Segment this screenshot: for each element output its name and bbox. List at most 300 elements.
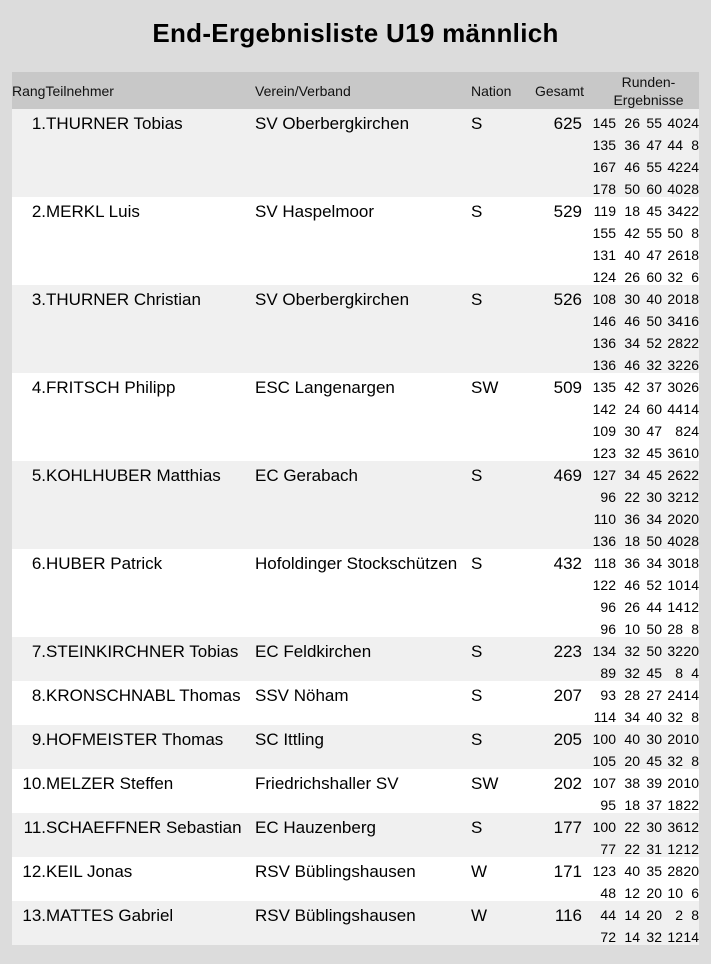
round-score: 26 bbox=[624, 115, 640, 131]
total-cell: 526 bbox=[553, 290, 582, 309]
round-sum: 89 bbox=[600, 665, 616, 681]
round-results bbox=[588, 464, 699, 552]
round-score: 20 bbox=[683, 643, 699, 659]
round-sum: 105 bbox=[592, 753, 616, 769]
round-result-line bbox=[588, 222, 699, 244]
round-score: 22 bbox=[683, 335, 699, 351]
header-runden-line2: Ergebnisse bbox=[613, 92, 684, 108]
round-sum: 167 bbox=[592, 159, 616, 175]
round-score: 36 bbox=[624, 555, 640, 571]
total-cell: 205 bbox=[553, 730, 582, 749]
total-cell: 171 bbox=[553, 862, 582, 881]
round-score: 42 bbox=[667, 159, 683, 175]
round-score: 4 bbox=[691, 665, 699, 681]
round-score: 37 bbox=[646, 379, 662, 395]
round-score: 40 bbox=[624, 247, 640, 263]
round-score: 32 bbox=[624, 643, 640, 659]
round-score: 50 bbox=[646, 313, 662, 329]
name-cell: MELZER Steffen bbox=[46, 774, 174, 793]
round-result-line bbox=[588, 640, 699, 662]
round-score: 2 bbox=[675, 907, 683, 923]
round-score: 14 bbox=[683, 577, 699, 593]
round-sum: 44 bbox=[600, 907, 616, 923]
round-score: 18 bbox=[683, 555, 699, 571]
round-score: 18 bbox=[624, 203, 640, 219]
name-cell: FRITSCH Philipp bbox=[46, 378, 176, 397]
header-runden-ergebnisse bbox=[598, 73, 699, 109]
round-score: 20 bbox=[667, 731, 683, 747]
round-score: 60 bbox=[646, 181, 662, 197]
round-score: 28 bbox=[624, 687, 640, 703]
round-score: 14 bbox=[667, 599, 683, 615]
round-result-line bbox=[588, 332, 699, 354]
round-results bbox=[588, 288, 699, 376]
round-score: 28 bbox=[667, 863, 683, 879]
round-score: 50 bbox=[646, 643, 662, 659]
rank-cell: 1. bbox=[31, 114, 46, 133]
round-sum: 110 bbox=[593, 511, 616, 527]
round-score: 8 bbox=[691, 225, 699, 241]
round-sum: 123 bbox=[592, 445, 616, 461]
round-score: 16 bbox=[683, 313, 699, 329]
header-rang-teilnehmer: RangTeilnehmer bbox=[12, 83, 114, 99]
round-sum: 95 bbox=[600, 797, 616, 813]
round-score: 8 bbox=[691, 907, 699, 923]
rank-cell: 5. bbox=[31, 466, 46, 485]
round-results bbox=[588, 200, 699, 288]
round-score: 12 bbox=[683, 819, 699, 835]
round-score: 52 bbox=[646, 335, 662, 351]
nation-cell: S bbox=[471, 202, 483, 221]
round-score: 45 bbox=[646, 467, 662, 483]
nation-cell: S bbox=[471, 114, 483, 133]
round-result-line bbox=[588, 112, 699, 134]
round-score: 60 bbox=[646, 269, 662, 285]
round-score: 14 bbox=[624, 929, 640, 945]
total-cell: 202 bbox=[553, 774, 582, 793]
round-score: 14 bbox=[683, 401, 699, 417]
round-score: 28 bbox=[667, 335, 683, 351]
round-score: 20 bbox=[667, 291, 683, 307]
round-score: 30 bbox=[624, 291, 640, 307]
round-score: 30 bbox=[646, 819, 662, 835]
round-results bbox=[588, 860, 699, 904]
nation-cell: SW bbox=[471, 774, 499, 793]
round-score: 34 bbox=[624, 709, 640, 725]
round-score: 44 bbox=[667, 137, 683, 153]
round-sum: 109 bbox=[592, 423, 616, 439]
round-score: 45 bbox=[646, 665, 662, 681]
rank-cell: 12. bbox=[22, 862, 46, 881]
round-score: 18 bbox=[667, 797, 683, 813]
round-sum: 127 bbox=[592, 467, 616, 483]
round-results bbox=[588, 552, 699, 640]
round-score: 44 bbox=[646, 599, 662, 615]
round-score: 22 bbox=[683, 797, 699, 813]
round-score: 20 bbox=[683, 863, 699, 879]
round-results bbox=[588, 684, 699, 728]
round-score: 24 bbox=[667, 687, 683, 703]
round-score: 32 bbox=[646, 929, 662, 945]
round-result-line bbox=[588, 508, 699, 530]
round-score: 6 bbox=[691, 885, 699, 901]
round-score: 55 bbox=[646, 225, 662, 241]
round-score: 20 bbox=[646, 885, 662, 901]
round-sum: 77 bbox=[600, 841, 616, 857]
club-cell: SV Oberbergkirchen bbox=[255, 290, 410, 309]
table-row bbox=[12, 901, 699, 945]
round-result-line bbox=[588, 376, 699, 398]
round-score: 47 bbox=[646, 247, 662, 263]
round-score: 32 bbox=[667, 753, 683, 769]
round-score: 14 bbox=[624, 907, 640, 923]
round-result-line bbox=[588, 684, 699, 706]
round-result-line bbox=[588, 244, 699, 266]
round-score: 50 bbox=[624, 181, 640, 197]
name-cell: HUBER Patrick bbox=[46, 554, 163, 573]
round-score: 24 bbox=[683, 115, 699, 131]
round-result-line bbox=[588, 574, 699, 596]
name-cell: KEIL Jonas bbox=[46, 862, 133, 881]
nation-cell: S bbox=[471, 290, 483, 309]
club-cell: ESC Langenargen bbox=[255, 378, 395, 397]
round-score: 26 bbox=[667, 467, 683, 483]
round-result-line bbox=[588, 728, 699, 750]
round-result-line bbox=[588, 420, 699, 442]
round-score: 24 bbox=[683, 423, 699, 439]
nation-cell: SW bbox=[471, 378, 499, 397]
round-score: 30 bbox=[667, 379, 683, 395]
round-result-line bbox=[588, 860, 699, 882]
header-nation: Nation bbox=[471, 83, 512, 99]
round-score: 22 bbox=[624, 819, 640, 835]
round-sum: 100 bbox=[592, 819, 616, 835]
nation-cell: W bbox=[471, 862, 488, 881]
round-result-line bbox=[588, 816, 699, 838]
round-score: 18 bbox=[624, 533, 640, 549]
round-score: 27 bbox=[646, 687, 662, 703]
club-cell: EC Feldkirchen bbox=[255, 642, 372, 661]
round-score: 18 bbox=[683, 291, 699, 307]
rank-cell: 7. bbox=[31, 642, 46, 661]
club-cell: SSV Nöham bbox=[255, 686, 349, 705]
round-score: 8 bbox=[691, 753, 699, 769]
round-score: 12 bbox=[683, 489, 699, 505]
round-result-line bbox=[588, 288, 699, 310]
round-score: 32 bbox=[667, 489, 683, 505]
round-score: 50 bbox=[667, 225, 683, 241]
round-score: 36 bbox=[624, 137, 640, 153]
table-row bbox=[12, 857, 699, 901]
round-results bbox=[588, 904, 699, 948]
round-score: 26 bbox=[683, 357, 699, 373]
rank-cell: 2. bbox=[31, 202, 46, 221]
name-cell: THURNER Christian bbox=[46, 290, 201, 309]
round-score: 20 bbox=[624, 753, 640, 769]
round-score: 12 bbox=[667, 929, 683, 945]
rank-cell: 13. bbox=[22, 906, 46, 925]
round-sum: 123 bbox=[592, 863, 616, 879]
round-score: 30 bbox=[646, 489, 662, 505]
nation-cell: S bbox=[471, 686, 483, 705]
round-score: 44 bbox=[667, 401, 683, 417]
club-cell: SV Haspelmoor bbox=[255, 202, 375, 221]
round-score: 34 bbox=[667, 203, 683, 219]
round-score: 40 bbox=[646, 291, 662, 307]
name-cell: HOFMEISTER Thomas bbox=[46, 730, 224, 749]
round-score: 8 bbox=[691, 137, 699, 153]
round-result-line bbox=[588, 486, 699, 508]
round-sum: 114 bbox=[593, 709, 616, 725]
round-score: 40 bbox=[624, 863, 640, 879]
round-score: 26 bbox=[624, 269, 640, 285]
rank-cell: 4. bbox=[31, 378, 46, 397]
round-score: 34 bbox=[646, 511, 662, 527]
name-cell: KOHLHUBER Matthias bbox=[46, 466, 221, 485]
round-sum: 100 bbox=[592, 731, 616, 747]
round-score: 32 bbox=[667, 269, 683, 285]
round-score: 36 bbox=[624, 511, 640, 527]
table-header bbox=[12, 72, 699, 109]
round-score: 18 bbox=[624, 797, 640, 813]
round-score: 18 bbox=[683, 247, 699, 263]
rank-cell: 10. bbox=[22, 774, 46, 793]
table-row bbox=[12, 373, 699, 461]
rank-cell: 9. bbox=[31, 730, 46, 749]
table-row bbox=[12, 285, 699, 373]
round-score: 10 bbox=[683, 775, 699, 791]
round-score: 47 bbox=[646, 137, 662, 153]
round-score: 10 bbox=[683, 445, 699, 461]
round-score: 45 bbox=[646, 203, 662, 219]
round-score: 12 bbox=[683, 599, 699, 615]
club-cell: RSV Büblingshausen bbox=[255, 906, 416, 925]
club-cell: EC Hauzenberg bbox=[255, 818, 376, 837]
total-cell: 529 bbox=[553, 202, 582, 221]
round-score: 28 bbox=[683, 181, 699, 197]
name-cell: KRONSCHNABL Thomas bbox=[46, 686, 241, 705]
round-score: 14 bbox=[683, 929, 699, 945]
round-score: 22 bbox=[683, 203, 699, 219]
round-sum: 96 bbox=[600, 599, 616, 615]
name-cell: SCHAEFFNER Sebastian bbox=[46, 818, 242, 837]
round-results bbox=[588, 772, 699, 816]
total-cell: 223 bbox=[553, 642, 582, 661]
round-score: 20 bbox=[667, 511, 683, 527]
round-score: 24 bbox=[624, 401, 640, 417]
table-row bbox=[12, 769, 699, 813]
table-row bbox=[12, 637, 699, 681]
rank-cell: 11. bbox=[23, 818, 46, 837]
round-result-line bbox=[588, 772, 699, 794]
club-cell: SC Ittling bbox=[255, 730, 324, 749]
round-score: 40 bbox=[667, 533, 683, 549]
round-score: 45 bbox=[646, 753, 662, 769]
table-row bbox=[12, 725, 699, 769]
round-score: 34 bbox=[624, 335, 640, 351]
round-score: 32 bbox=[667, 643, 683, 659]
round-score: 32 bbox=[624, 445, 640, 461]
header-verein: Verein/Verband bbox=[255, 83, 351, 99]
club-cell: Hofoldinger Stockschützen bbox=[255, 554, 458, 573]
round-score: 39 bbox=[646, 775, 662, 791]
total-cell: 207 bbox=[553, 686, 582, 705]
round-sum: 48 bbox=[600, 885, 616, 901]
results-table bbox=[12, 72, 699, 945]
round-score: 55 bbox=[646, 115, 662, 131]
round-result-line bbox=[588, 464, 699, 486]
round-score: 12 bbox=[624, 885, 640, 901]
round-score: 26 bbox=[624, 599, 640, 615]
header-runden-line1: Runden- bbox=[621, 74, 676, 90]
table-row bbox=[12, 197, 699, 285]
nation-cell: W bbox=[471, 906, 488, 925]
round-score: 47 bbox=[646, 423, 662, 439]
round-score: 50 bbox=[646, 533, 662, 549]
round-sum: 145 bbox=[592, 115, 616, 131]
round-score: 30 bbox=[624, 423, 640, 439]
round-score: 36 bbox=[667, 445, 683, 461]
table-row bbox=[12, 549, 699, 637]
round-score: 26 bbox=[683, 379, 699, 395]
round-score: 14 bbox=[683, 687, 699, 703]
round-sum: 124 bbox=[592, 269, 616, 285]
round-sum: 136 bbox=[592, 357, 616, 373]
table-row bbox=[12, 109, 699, 197]
round-results bbox=[588, 816, 699, 860]
round-result-line bbox=[588, 200, 699, 222]
club-cell: SV Oberbergkirchen bbox=[255, 114, 410, 133]
round-score: 32 bbox=[624, 665, 640, 681]
round-score: 32 bbox=[646, 357, 662, 373]
round-score: 12 bbox=[667, 841, 683, 857]
round-score: 8 bbox=[691, 621, 699, 637]
round-score: 50 bbox=[646, 621, 662, 637]
round-score: 31 bbox=[646, 841, 662, 857]
round-score: 32 bbox=[667, 357, 683, 373]
round-sum: 134 bbox=[592, 643, 616, 659]
round-score: 8 bbox=[675, 665, 683, 681]
nation-cell: S bbox=[471, 642, 483, 661]
round-result-line bbox=[588, 156, 699, 178]
header-gesamt: Gesamt bbox=[535, 83, 585, 99]
round-sum: 136 bbox=[592, 335, 616, 351]
round-sum: 72 bbox=[600, 929, 616, 945]
round-sum: 108 bbox=[592, 291, 616, 307]
round-score: 35 bbox=[646, 863, 662, 879]
round-score: 28 bbox=[667, 621, 683, 637]
name-cell: MATTES Gabriel bbox=[46, 906, 174, 925]
total-cell: 509 bbox=[553, 378, 582, 397]
round-score: 40 bbox=[667, 181, 683, 197]
round-score: 55 bbox=[646, 159, 662, 175]
round-score: 22 bbox=[624, 489, 640, 505]
name-cell: THURNER Tobias bbox=[46, 114, 183, 133]
round-results bbox=[588, 112, 699, 200]
round-sum: 96 bbox=[600, 621, 616, 637]
round-score: 45 bbox=[646, 445, 662, 461]
round-results bbox=[588, 376, 699, 464]
round-score: 60 bbox=[646, 401, 662, 417]
round-score: 10 bbox=[667, 577, 683, 593]
round-score: 28 bbox=[683, 533, 699, 549]
round-score: 42 bbox=[624, 225, 640, 241]
round-score: 8 bbox=[691, 709, 699, 725]
round-sum: 135 bbox=[592, 379, 616, 395]
round-score: 22 bbox=[624, 841, 640, 857]
round-results bbox=[588, 640, 699, 684]
round-result-line bbox=[588, 904, 699, 926]
round-sum: 142 bbox=[592, 401, 616, 417]
name-cell: STEINKIRCHNER Tobias bbox=[46, 642, 239, 661]
page-title: End-Ergebnisliste U19 männlich bbox=[152, 18, 559, 48]
round-sum: 118 bbox=[593, 555, 616, 571]
round-sum: 146 bbox=[592, 313, 616, 329]
round-sum: 135 bbox=[592, 137, 616, 153]
round-result-line bbox=[588, 398, 699, 420]
round-score: 12 bbox=[683, 841, 699, 857]
round-score: 8 bbox=[675, 423, 683, 439]
nation-cell: S bbox=[471, 730, 483, 749]
round-score: 20 bbox=[683, 511, 699, 527]
rank-cell: 3. bbox=[31, 290, 46, 309]
round-score: 36 bbox=[667, 819, 683, 835]
round-score: 24 bbox=[683, 159, 699, 175]
club-cell: RSV Büblingshausen bbox=[255, 862, 416, 881]
round-score: 20 bbox=[667, 775, 683, 791]
round-sum: 119 bbox=[593, 203, 616, 219]
round-score: 26 bbox=[667, 247, 683, 263]
name-cell: MERKL Luis bbox=[46, 202, 140, 221]
club-cell: Friedrichshaller SV bbox=[255, 774, 399, 793]
round-score: 20 bbox=[646, 907, 662, 923]
round-score: 40 bbox=[667, 115, 683, 131]
round-score: 37 bbox=[646, 797, 662, 813]
round-result-line bbox=[588, 596, 699, 618]
round-result-line bbox=[588, 552, 699, 574]
round-score: 10 bbox=[683, 731, 699, 747]
table-body bbox=[12, 109, 699, 945]
round-score: 22 bbox=[683, 467, 699, 483]
round-sum: 93 bbox=[600, 687, 616, 703]
table-row bbox=[12, 461, 699, 549]
total-cell: 469 bbox=[553, 466, 582, 485]
total-cell: 177 bbox=[553, 818, 582, 837]
round-sum: 96 bbox=[600, 489, 616, 505]
nation-cell: S bbox=[471, 466, 483, 485]
round-score: 38 bbox=[624, 775, 640, 791]
round-score: 6 bbox=[691, 269, 699, 285]
round-score: 32 bbox=[667, 709, 683, 725]
round-score: 10 bbox=[624, 621, 640, 637]
total-cell: 625 bbox=[553, 114, 582, 133]
round-result-line bbox=[588, 310, 699, 332]
round-sum: 155 bbox=[592, 225, 616, 241]
round-sum: 131 bbox=[592, 247, 616, 263]
round-score: 46 bbox=[624, 577, 640, 593]
round-result-line bbox=[588, 926, 699, 948]
round-score: 10 bbox=[667, 885, 683, 901]
total-cell: 116 bbox=[554, 906, 582, 925]
table-row bbox=[12, 813, 699, 857]
rank-cell: 8. bbox=[31, 686, 46, 705]
round-score: 30 bbox=[667, 555, 683, 571]
round-sum: 122 bbox=[592, 577, 616, 593]
round-score: 34 bbox=[667, 313, 683, 329]
table-row bbox=[12, 681, 699, 725]
round-results bbox=[588, 728, 699, 772]
round-score: 46 bbox=[624, 357, 640, 373]
